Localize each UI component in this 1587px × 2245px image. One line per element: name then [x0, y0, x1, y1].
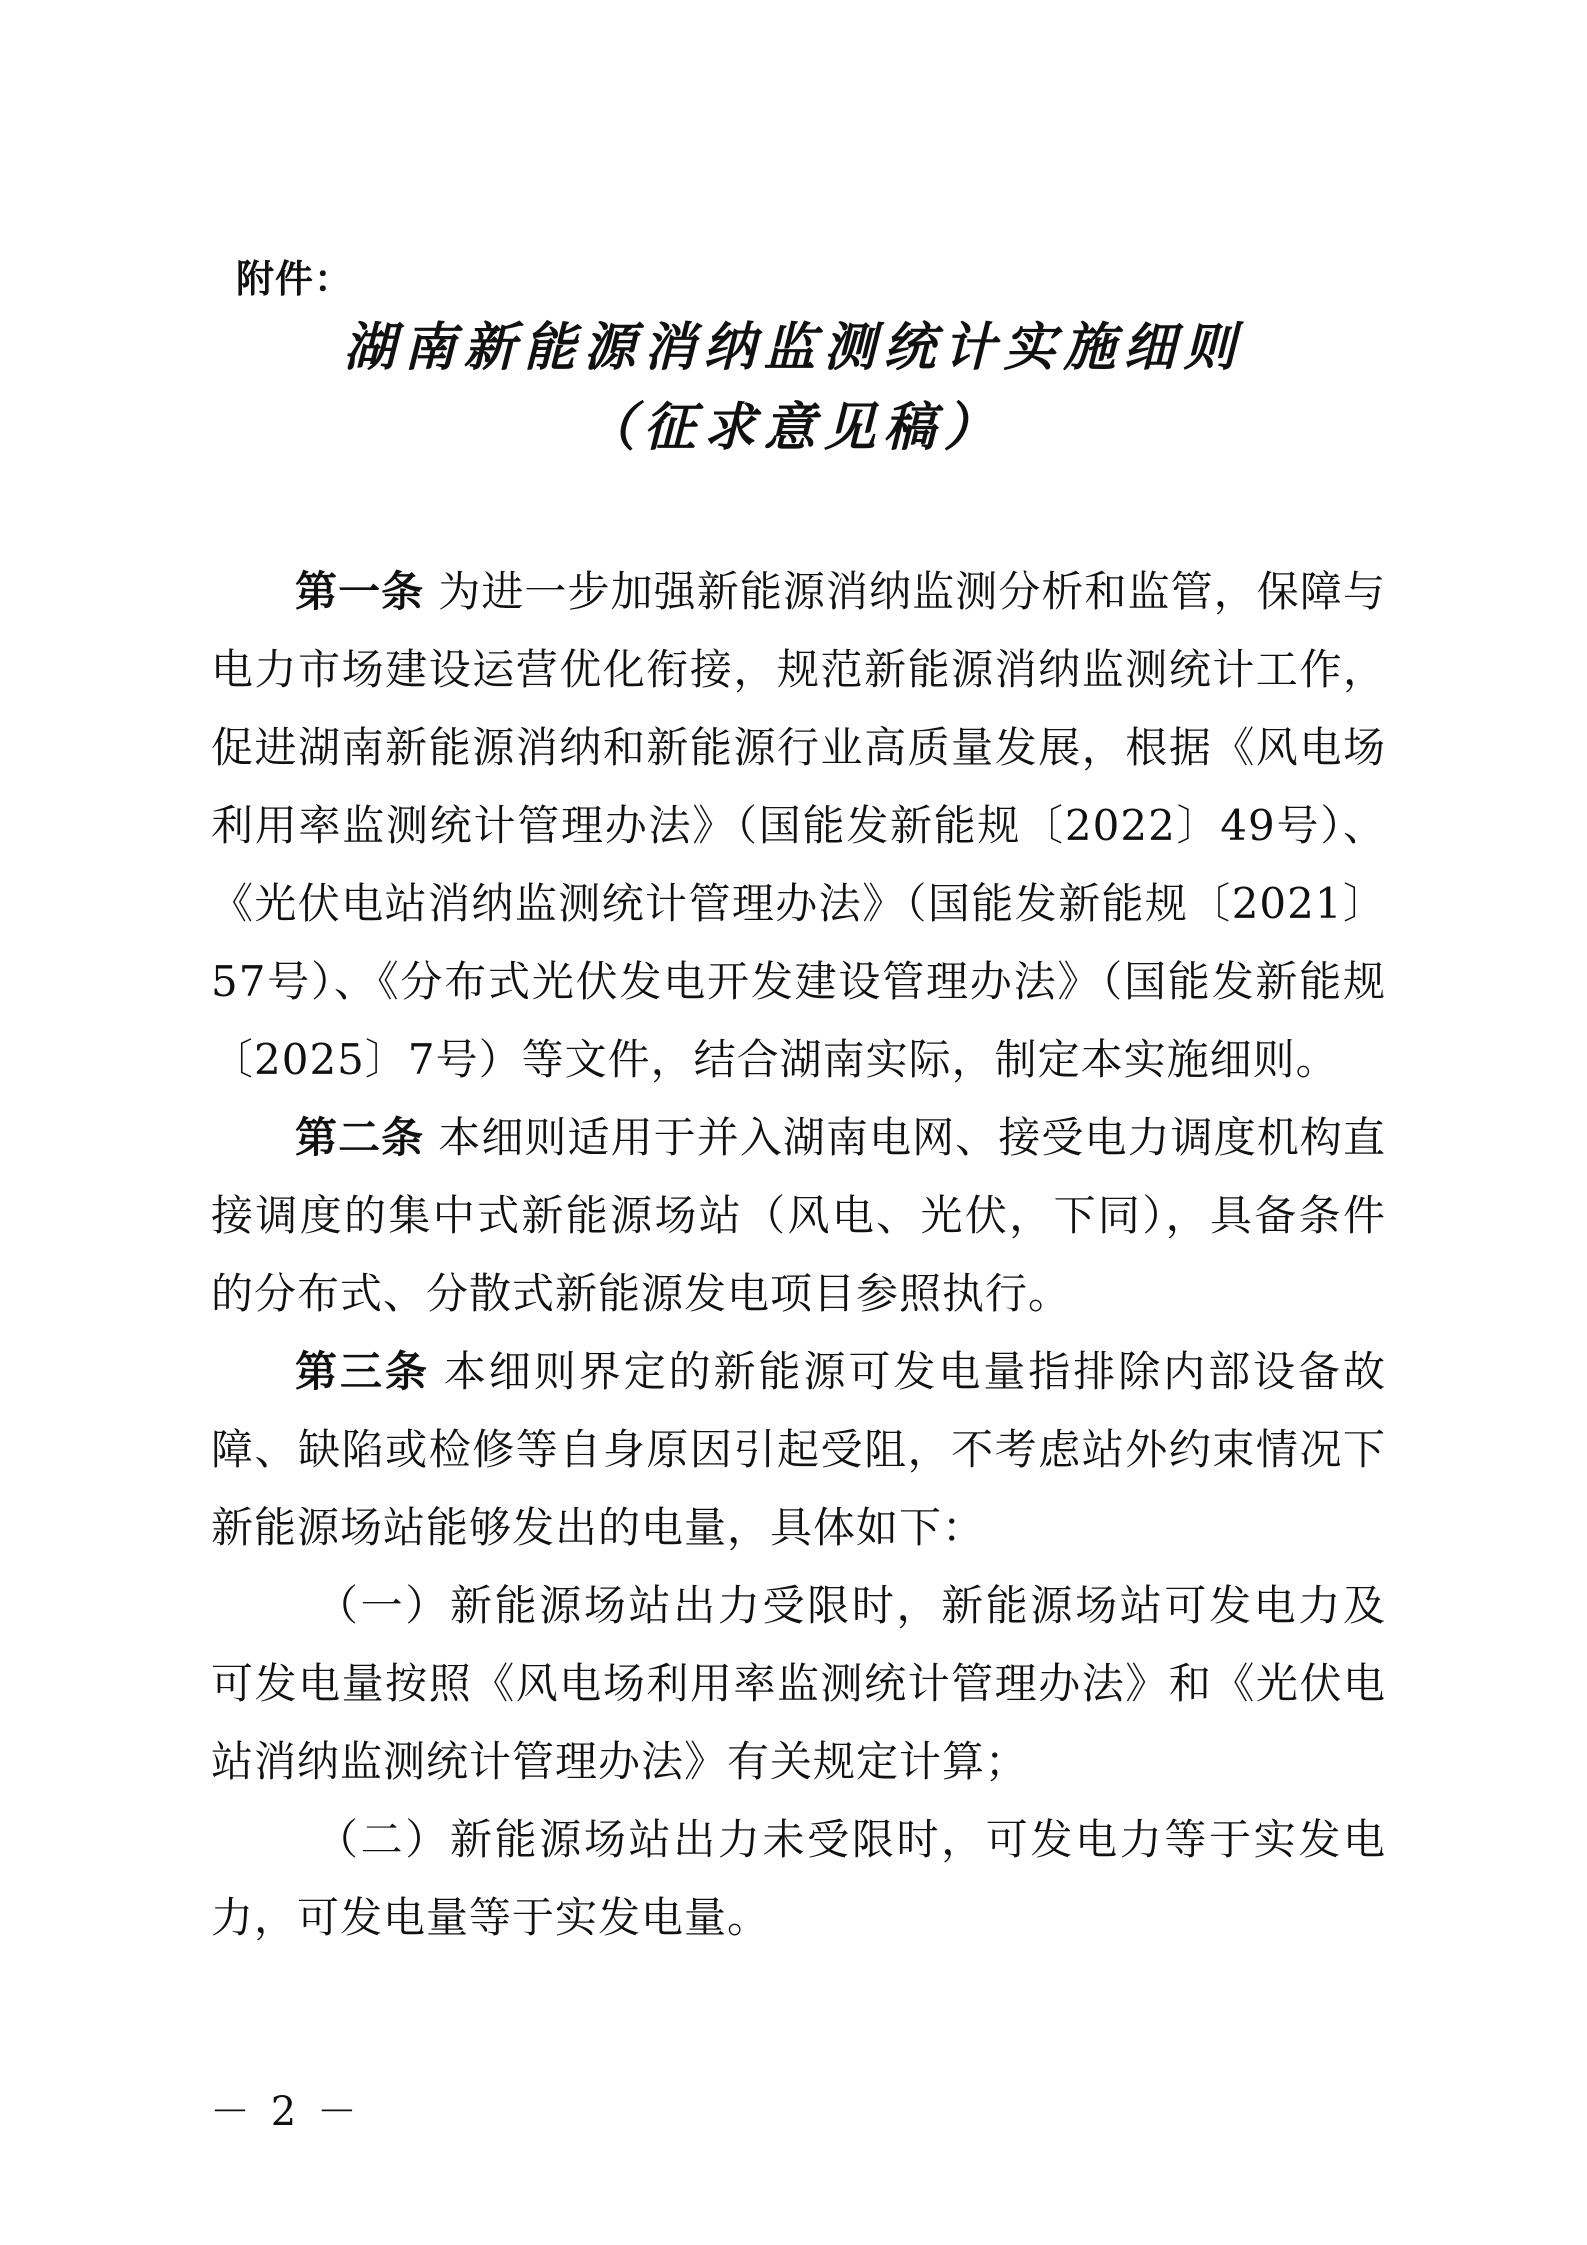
document-title: 湖南新能源消纳监测统计实施细则: [343, 317, 1244, 378]
article-3-label: 第三条: [295, 1347, 430, 1396]
article-2-label: 第二条: [295, 1113, 425, 1162]
article-1-text: 为进一步加强新能源消纳监测分析和监管，保障与电力市场建设运营优化衔接，规范新能源消纳监测统计工作，促进湖南新能源消纳和新能源行业高质量发展，根据《风电场利用率监测统计管理办法》（国能发新能规〔2022〕49号）、《光伏电站消纳监测统计管理办法》（国能发新能规〔2021〕57号）、《分布式光伏发电开发建设管理办法》（国能发新能规〔2025〕7号）等文件，结合湖南实际，制定本实施细则。: [211, 567, 1386, 1084]
article-2-text: 本细则适用于并入湖南电网、接受电力调度机构直接调度的集中式新能源场站（风电、光伏，下同），具备条件的分布式、分散式新能源发电项目参照执行。: [211, 1113, 1386, 1318]
article-3-item-1: （一）新能源场站出力受限时，新能源场站可发电力及可发电量按照《风电场利用率监测统计管理办法》和《光伏电站消纳监测统计管理办法》有关规定计算；: [211, 1581, 1386, 1786]
article-3-text: 本细则界定的新能源可发电量指排除内部设备故障、缺陷或检修等自身原因引起受阻，不考虑站外约束情况下新能源场站能够发出的电量，具体如下：: [211, 1347, 1386, 1552]
page-number: － 2 －: [210, 2089, 361, 2135]
document-subtitle: （征求意见稿）: [583, 397, 1004, 458]
article-1-label: 第一条: [295, 567, 425, 616]
article-2: [211, 1099, 1386, 1333]
document-body: [211, 553, 1386, 1957]
article-3: [211, 1333, 1386, 1567]
article-3-item-2: （二）新能源场站出力未受限时，可发电力等于实发电力，可发电量等于实发电量。: [211, 1815, 1386, 1942]
article-1: [211, 553, 1386, 1099]
attachment-label: 附件：: [236, 257, 354, 301]
